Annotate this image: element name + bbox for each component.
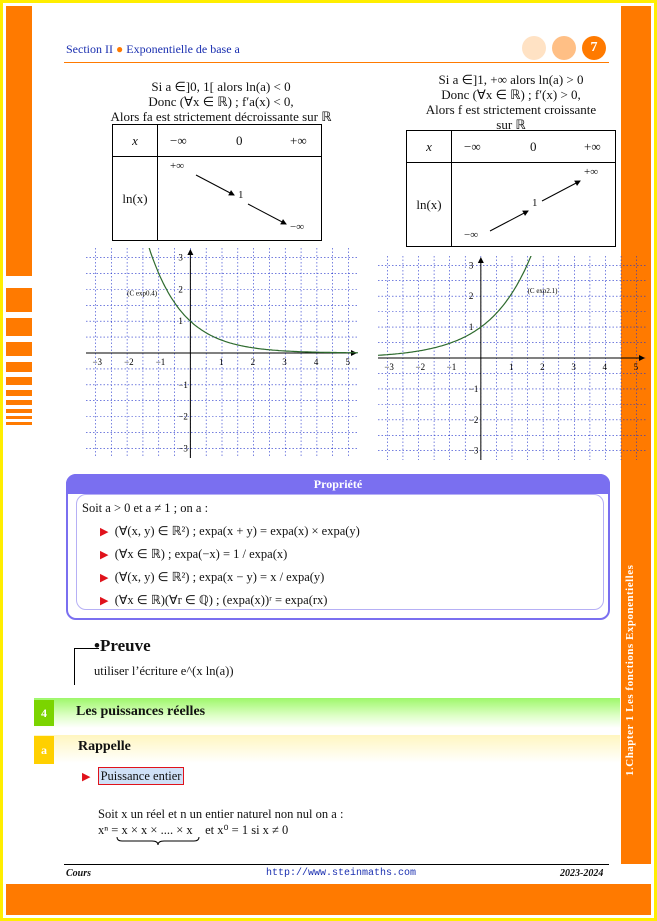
vt-mid-value: 1 — [532, 197, 538, 209]
margin-stripes — [6, 288, 32, 438]
y-tick-label: 1 — [468, 322, 474, 333]
vt-bottom-value: −∞ — [290, 221, 305, 233]
footer-right: 2023-2024 — [560, 868, 604, 879]
x-tick-label: −3 — [384, 362, 394, 372]
subsection-a-title[interactable]: Rappelle — [78, 739, 131, 754]
y-axis-arrow-icon — [478, 257, 484, 263]
y-tick-label: 1 — [178, 316, 183, 327]
x-tick-label: −2 — [415, 362, 426, 372]
graph-exp-decreasing — [86, 248, 358, 458]
y-tick-label: 3 — [178, 252, 183, 263]
vt-col-plus-inf: +∞ — [290, 133, 307, 148]
proof-text: utiliser l’écriture e^(x ln(a)) — [94, 664, 234, 678]
right-case-line4: sur ℝ — [496, 117, 526, 132]
vt-mid-value: 1 — [238, 189, 244, 201]
property-item: ▶ (∀x ∈ ℝ)(∀r ∈ ℚ) ; (expa(x))ʳ = expa(rx) — [100, 593, 328, 607]
exp-curve — [378, 256, 532, 355]
vt-bottom-value: −∞ — [464, 229, 479, 241]
right-variation-table — [406, 130, 616, 247]
left-variation-table — [112, 124, 322, 241]
y-tick-label: −3 — [178, 443, 188, 454]
vt-col-plus-inf: +∞ — [584, 139, 601, 154]
bullet-dot-icon: ● — [116, 42, 124, 56]
curve-label: (C exp2.1) — [527, 287, 558, 296]
section-label: Section II — [66, 42, 113, 56]
y-tick-label: −1 — [178, 379, 188, 390]
footer-rule — [64, 864, 609, 865]
header-rule — [64, 62, 609, 63]
exp-curve — [148, 248, 358, 353]
proof-heading: •Preuve — [94, 636, 151, 655]
vt-x-label: x — [113, 125, 158, 157]
margin-bar-top — [6, 6, 32, 276]
side-chapter-label: 1.Chapter 1 Les fonctions Exponentielles — [624, 564, 636, 776]
property-title: Propriété — [66, 474, 610, 494]
proof-title: Preuve — [99, 636, 151, 655]
vt-row-label: ln(x) — [407, 163, 452, 247]
vt-row-label: ln(x) — [113, 157, 158, 241]
vt-col-minus-inf: −∞ — [464, 139, 481, 154]
bullet-label[interactable]: Puissance entier — [98, 767, 185, 785]
section-4-title[interactable]: Les puissances réelles — [76, 704, 206, 719]
vt-arrows — [452, 163, 618, 247]
footer-left: Cours — [66, 868, 92, 879]
left-case-text — [96, 79, 346, 124]
x-tick-label: 5 — [345, 357, 351, 367]
x-tick-label: 4 — [602, 362, 607, 372]
footer-link[interactable]: http://www.steinmaths.com — [266, 868, 417, 879]
left-case-line1: Si a ∈]0, 1[ alors ln(a) < 0 — [151, 79, 291, 94]
body-line1: Soit x un réel et n un entier naturel non nul on a : — [98, 807, 344, 821]
y-tick-label: 3 — [468, 260, 474, 271]
property-item: ▶ (∀(x, y) ∈ ℝ²) ; expa(x − y) = x / expa(y) — [100, 570, 325, 584]
y-tick-label: 2 — [468, 291, 474, 302]
x-tick-label: 3 — [571, 362, 576, 372]
y-tick-label: −2 — [468, 414, 479, 425]
y-tick-label: 2 — [178, 284, 183, 295]
x-tick-label: −2 — [124, 357, 134, 367]
triangle-bullet-icon: ▶ — [100, 526, 109, 538]
left-case-line3: Alors fa est strictement décroissante sur ℝ — [110, 109, 332, 124]
property-intro: Soit a > 0 et a ≠ 1 ; on a : — [82, 501, 209, 515]
right-case-line3: Alors f est strictement croissante — [425, 102, 597, 117]
section-title: Exponentielle de base a — [126, 42, 240, 56]
left-case-line2: Donc (∀x ∈ ℝ) ; f′a(x) < 0, — [148, 94, 294, 109]
curve-label: (C exp0.4) — [127, 289, 158, 298]
vt-col-zero: 0 — [530, 139, 537, 154]
header-section[interactable] — [66, 42, 240, 57]
bullet-item — [82, 769, 184, 784]
section-number: 4 — [34, 700, 54, 726]
deco-circle-2 — [552, 36, 576, 60]
underbrace-icon — [116, 836, 200, 846]
page-number: 7 — [582, 36, 606, 60]
vt-arrows — [158, 157, 324, 241]
vt-top-value: +∞ — [584, 166, 599, 178]
graph-exp-increasing — [378, 256, 646, 460]
x-tick-label: 1 — [219, 357, 224, 367]
triangle-bullet-icon: ▶ — [100, 595, 109, 607]
right-case-line2: Donc (∀x ∈ ℝ) ; f′(x) > 0, — [441, 87, 581, 102]
right-case-text — [398, 72, 624, 132]
x-tick-label: 1 — [509, 362, 514, 372]
x-tick-label: 4 — [313, 357, 319, 367]
x-tick-label: 3 — [282, 357, 287, 367]
vt-col-zero: 0 — [236, 133, 243, 148]
right-case-line1: Si a ∈]1, +∞ alors ln(a) > 0 — [438, 72, 584, 87]
x-axis-arrow-icon — [639, 355, 645, 361]
body-text — [98, 806, 343, 838]
x-tick-label: 5 — [633, 362, 639, 372]
y-tick-label: −1 — [468, 383, 479, 394]
bottom-bar — [6, 884, 651, 915]
vt-x-label: x — [407, 131, 452, 163]
x-tick-label: −1 — [446, 362, 457, 372]
triangle-bullet-icon: ▶ — [82, 771, 91, 783]
x-tick-label: −3 — [92, 357, 103, 367]
vt-top-value: +∞ — [170, 160, 185, 172]
y-axis-arrow-icon — [187, 249, 193, 255]
property-item: ▶ (∀(x, y) ∈ ℝ²) ; expa(x + y) = expa(x) × expa(y) — [100, 524, 360, 538]
deco-circle-1 — [522, 36, 546, 60]
triangle-bullet-icon: ▶ — [100, 572, 109, 584]
x-tick-label: 2 — [540, 362, 545, 372]
vt-col-minus-inf: −∞ — [170, 133, 187, 148]
x-tick-label: 2 — [250, 357, 256, 367]
subsection-letter: a — [34, 736, 54, 764]
property-content — [82, 501, 592, 612]
body-line2: xⁿ = x × x × .... × x et x⁰ = 1 si x ≠ 0 — [98, 823, 289, 837]
property-item: ▶ (∀x ∈ ℝ) ; expa(−x) = 1 / expa(x) — [100, 547, 288, 561]
triangle-bullet-icon: ▶ — [100, 549, 109, 561]
y-tick-label: −3 — [468, 445, 479, 456]
x-tick-label: −1 — [155, 357, 166, 367]
y-tick-label: −2 — [178, 411, 188, 422]
